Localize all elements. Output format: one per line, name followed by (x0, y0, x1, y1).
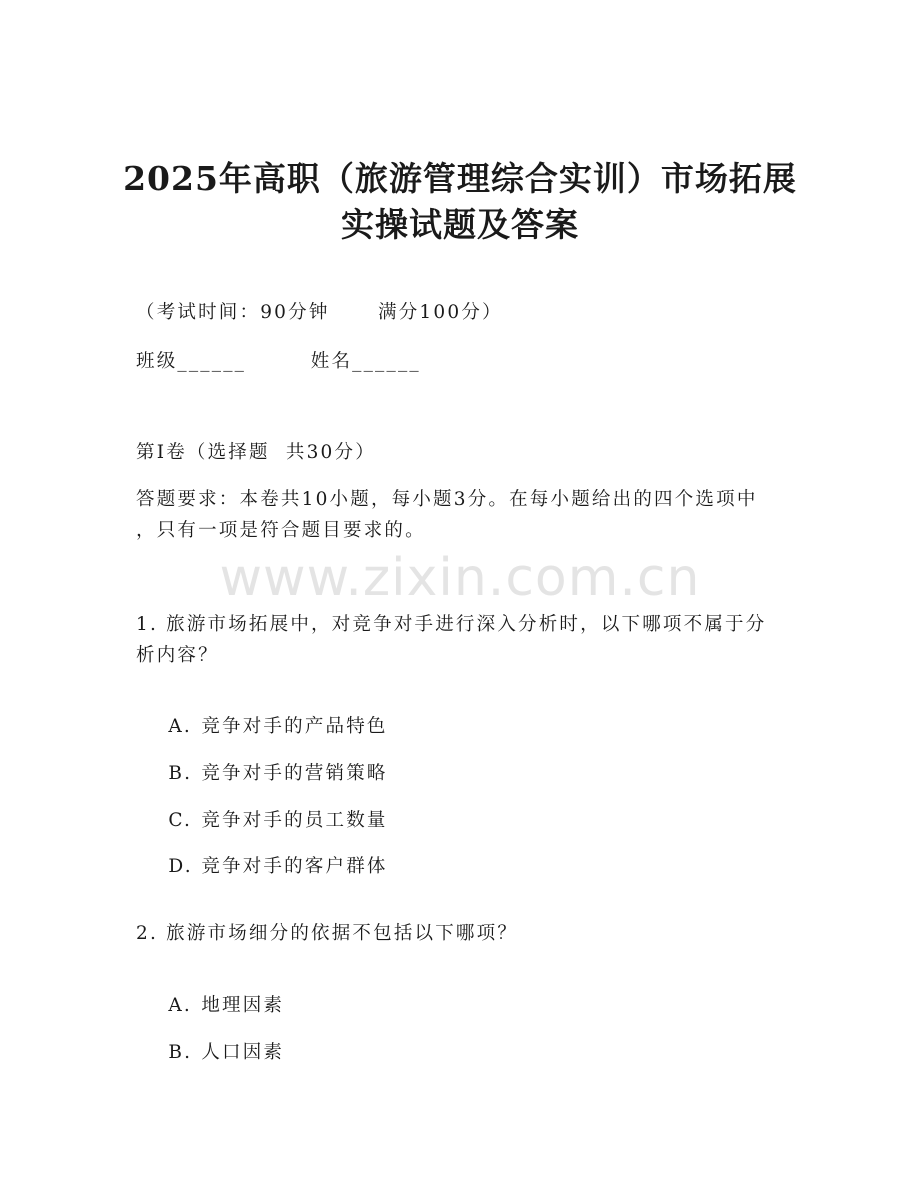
section-title: 第I卷（选择题 共30分） (136, 442, 376, 463)
option-letter: A. (168, 995, 192, 1016)
option-letter: B. (168, 1042, 193, 1063)
document-title-line-1: 2025年高职（旅游管理综合实训）市场拓展 (123, 159, 797, 198)
instructions-line-1: 答题要求：本卷共10小题，每小题3分。在每小题给出的四个选项中 (136, 489, 758, 510)
question-1-stem-line-1: 1. 旅游市场拓展中，对竞争对手进行深入分析时，以下哪项不属于分 (136, 614, 767, 635)
question-2-stem: 2. 旅游市场细分的依据不包括以下哪项？ (136, 923, 519, 944)
question-1-option-d (136, 828, 388, 906)
option-text: 竞争对手的员工数量 (201, 810, 388, 831)
watermark: www.zixin.com.cn (219, 548, 701, 608)
instructions-line-2: ，只有一项是符合题目要求的。 (136, 520, 426, 541)
question-1-stem-line-2: 析内容？ (136, 645, 219, 666)
option-text: 竞争对手的客户群体 (201, 856, 388, 877)
question-2-option-b (136, 1014, 284, 1092)
option-text: 竞争对手的营销策略 (201, 763, 388, 784)
option-letter: B. (168, 763, 193, 784)
exam-info: （考试时间：90分钟 满分100分） (136, 302, 503, 323)
option-letter: A. (168, 716, 192, 737)
option-text: 竞争对手的产品特色 (201, 716, 388, 737)
option-letter: C. (168, 810, 193, 831)
option-letter: D. (168, 856, 193, 877)
document-title-line-2: 实操试题及答案 (341, 205, 579, 244)
class-name-fields: 班级______ 姓名______ (136, 351, 421, 372)
option-text: 地理因素 (201, 995, 285, 1016)
option-text: 人口因素 (201, 1042, 285, 1063)
